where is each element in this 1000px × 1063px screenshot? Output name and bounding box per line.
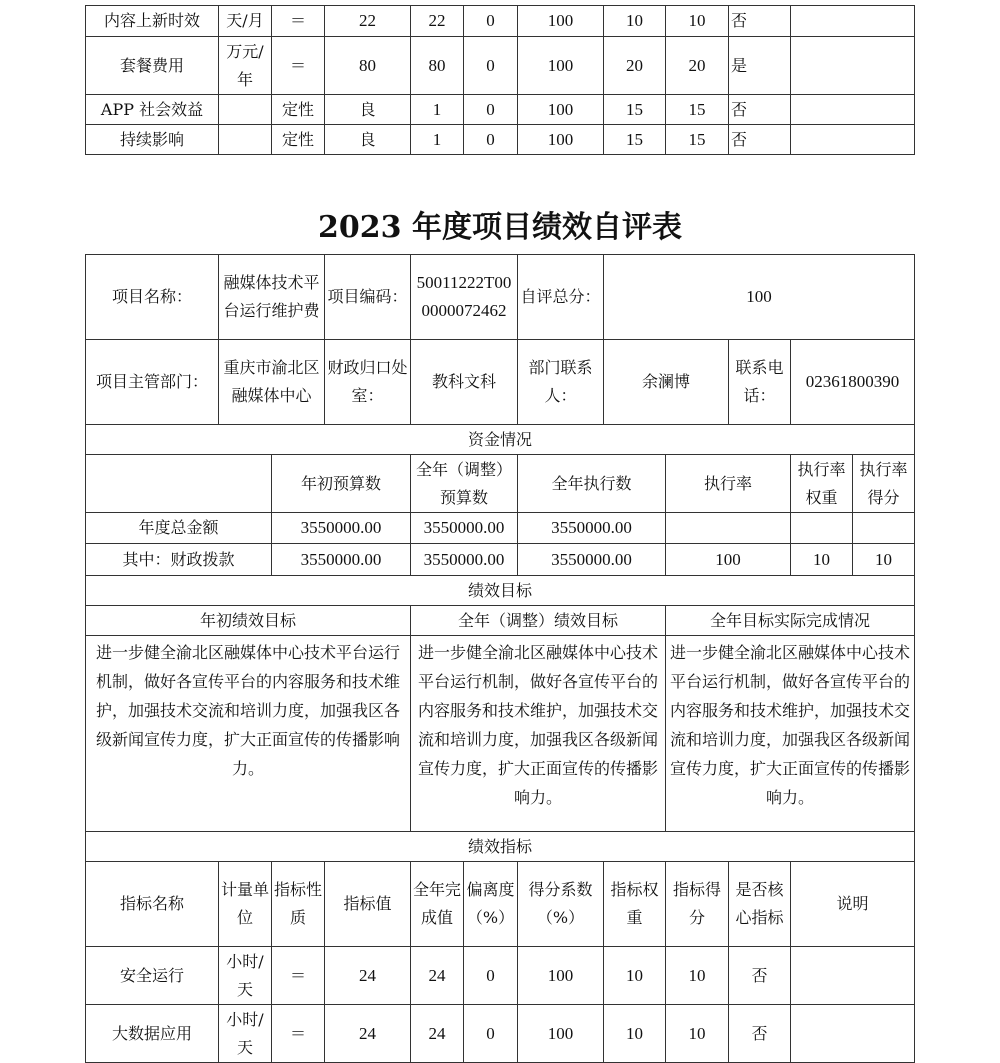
- funds-adjusted: 3550000.00: [411, 513, 518, 544]
- indicator-weight: 15: [604, 95, 666, 125]
- table-row: [86, 544, 915, 576]
- goals-actual-text: 进一步健全渝北区融媒体中心技术平台运行机制，做好各宣传平台的内容服务和技术维护，加强技术交流和培训力度，加强我区各级新闻宣传力度，扩大正面宣传的传播影响力。: [666, 636, 915, 832]
- indicator-name: 持续影响: [86, 125, 219, 155]
- table-row: [86, 1005, 915, 1063]
- indicator-score: 10: [666, 1005, 729, 1063]
- funds-header-adjusted: 全年（调整）预算数: [411, 455, 518, 513]
- indicator-target: 24: [325, 1005, 411, 1063]
- funds-budget: 3550000.00: [272, 513, 411, 544]
- indicator-unit: 天/月: [219, 6, 272, 37]
- dept-value: 重庆市渝北区融媒体中心: [219, 340, 325, 425]
- indicator-coefficient: 100: [518, 947, 604, 1005]
- indicator-deviation: 0: [464, 37, 518, 95]
- ind-header-coefficient: 得分系数（%）: [518, 862, 604, 947]
- indicator-target: 24: [325, 947, 411, 1005]
- goals-content-row: [86, 636, 915, 832]
- office-label: 财政归口处室：: [325, 340, 411, 425]
- indicator-coefficient: 100: [518, 125, 604, 155]
- table-row: [86, 947, 915, 1005]
- table-row: [86, 125, 915, 155]
- indicator-name: 安全运行: [86, 947, 219, 1005]
- ind-header-nature: 指标性质: [272, 862, 325, 947]
- indicator-name: 套餐费用: [86, 37, 219, 95]
- goals-initial-text: 进一步健全渝北区融媒体中心技术平台运行机制，做好各宣传平台的内容服务和技术维护，加强技术交流和培训力度，加强我区各级新闻宣传力度，扩大正面宣传的传播影响力。: [86, 636, 411, 832]
- indicator-target: 良: [325, 125, 411, 155]
- indicator-target: 良: [325, 95, 411, 125]
- indicator-deviation: 0: [464, 125, 518, 155]
- funds-score: [853, 513, 914, 543]
- goals-header-initial: 年初绩效目标: [86, 606, 411, 636]
- self-score-value: 100: [604, 255, 915, 340]
- info-row-dept: [86, 340, 915, 425]
- indicator-deviation: 0: [464, 1005, 518, 1063]
- indicator-score: 20: [666, 37, 729, 95]
- evaluation-table: [85, 254, 915, 1063]
- ind-header-target: 指标值: [325, 862, 411, 947]
- office-value: 教科文科: [411, 340, 518, 425]
- funds-header-executed: 全年执行数: [518, 455, 666, 513]
- indicator-table-continued: [85, 5, 915, 155]
- goals-adjusted-text: 进一步健全渝北区融媒体中心技术平台运行机制，做好各宣传平台的内容服务和技术维护，加强技术交流和培训力度，加强我区各级新闻宣传力度，扩大正面宣传的传播影响力。: [411, 636, 666, 832]
- indicator-note: [791, 95, 915, 125]
- funds-weight-score: [791, 513, 915, 544]
- funds-section-header: [86, 425, 915, 455]
- goals-section-header: [86, 576, 915, 606]
- indicator-weight: 10: [604, 6, 666, 37]
- ind-header-actual: 全年完成值: [411, 862, 464, 947]
- indicator-core: 否: [729, 947, 791, 1005]
- indicator-unit: [219, 125, 272, 155]
- indicator-actual: 1: [411, 95, 464, 125]
- indicator-actual: 1: [411, 125, 464, 155]
- goals-header-actual: 全年目标实际完成情况: [666, 606, 915, 636]
- funds-header-weight-score: [791, 455, 915, 513]
- goals-header-adjusted: 全年（调整）绩效目标: [411, 606, 666, 636]
- indicator-core: 否: [729, 1005, 791, 1063]
- indicator-nature: 定性: [272, 125, 325, 155]
- funds-adjusted: 3550000.00: [411, 544, 518, 576]
- indicator-coefficient: 100: [518, 95, 604, 125]
- indicator-note: [791, 37, 915, 95]
- table-row: [86, 95, 915, 125]
- indicator-core: 是: [729, 37, 791, 95]
- self-score-label: 自评总分：: [518, 255, 604, 340]
- funds-budget: 3550000.00: [272, 544, 411, 576]
- funds-executed: 3550000.00: [518, 513, 666, 544]
- indicator-unit: 小时/天: [219, 1005, 272, 1063]
- funds-rate: 100: [666, 544, 791, 576]
- funds-rate: [666, 513, 791, 544]
- indicator-nature: ＝: [272, 947, 325, 1005]
- info-row-project: [86, 255, 915, 340]
- funds-header-blank: [86, 455, 272, 513]
- indicator-nature: ＝: [272, 37, 325, 95]
- indicator-score: 15: [666, 125, 729, 155]
- ind-header-score: 指标得分: [666, 862, 729, 947]
- project-name-value: 融媒体技术平台运行维护费: [219, 255, 325, 340]
- indicator-score: 10: [666, 947, 729, 1005]
- indicator-score: 10: [666, 6, 729, 37]
- indicator-deviation: 0: [464, 95, 518, 125]
- indicator-coefficient: 100: [518, 6, 604, 37]
- indicator-core: 否: [729, 125, 791, 155]
- indicator-unit: [219, 95, 272, 125]
- indicator-actual: 24: [411, 1005, 464, 1063]
- table-row: [86, 513, 915, 544]
- contact-value: 余澜博: [604, 340, 729, 425]
- indicator-note: [791, 1005, 915, 1063]
- indicator-nature: ＝: [272, 6, 325, 37]
- project-code-value: 50011222T000000072462: [411, 255, 518, 340]
- funds-header-weight: 执行率权重: [791, 455, 853, 512]
- funds-header-row: [86, 455, 915, 513]
- phone-label: 联系电话：: [729, 340, 791, 425]
- indicator-name: 大数据应用: [86, 1005, 219, 1063]
- table-row: [86, 6, 915, 37]
- funds-header-rate: 执行率: [666, 455, 791, 513]
- funds-weight: 10: [791, 544, 853, 575]
- indicator-actual: 22: [411, 6, 464, 37]
- funds-score: 10: [875, 549, 893, 569]
- ind-header-note: 说明: [791, 862, 915, 947]
- indicator-coefficient: 100: [518, 1005, 604, 1063]
- ind-header-deviation: 偏离度（%）: [464, 862, 518, 947]
- indicator-target: 80: [325, 37, 411, 95]
- funds-header-score: 执行率得分: [859, 459, 908, 507]
- indicator-unit: 小时/天: [219, 947, 272, 1005]
- indicator-weight: 10: [604, 947, 666, 1005]
- indicators-header-row: [86, 862, 915, 947]
- indicator-actual: 80: [411, 37, 464, 95]
- indicator-weight: 20: [604, 37, 666, 95]
- funds-row-label: 其中：财政拨款: [86, 544, 272, 576]
- indicator-name: APP 社会效益: [86, 95, 219, 125]
- indicator-core: 否: [729, 95, 791, 125]
- goals-section-title: 绩效目标: [86, 576, 915, 606]
- indicator-note: [791, 6, 915, 37]
- funds-row-label: 年度总金额: [86, 513, 272, 544]
- project-code-label: 项目编码：: [325, 255, 411, 340]
- funds-header-budget: 年初预算数: [272, 455, 411, 513]
- funds-section-title: 资金情况: [86, 425, 915, 455]
- indicators-section-title: 绩效指标: [86, 832, 915, 862]
- ind-header-core: 是否核心指标: [729, 862, 791, 947]
- indicator-weight: 15: [604, 125, 666, 155]
- indicator-score: 15: [666, 95, 729, 125]
- phone-value: 02361800390: [791, 340, 915, 425]
- page-title: 2023 年度项目绩效自评表: [318, 210, 682, 245]
- indicator-coefficient: 100: [518, 37, 604, 95]
- indicator-nature: ＝: [272, 1005, 325, 1063]
- project-name-label: 项目名称：: [86, 255, 219, 340]
- indicator-actual: 24: [411, 947, 464, 1005]
- indicator-target: 22: [325, 6, 411, 37]
- ind-header-name: 指标名称: [86, 862, 219, 947]
- indicator-note: [791, 125, 915, 155]
- indicator-core: 否: [729, 6, 791, 37]
- funds-weight: [791, 513, 853, 543]
- ind-header-unit: 计量单位: [219, 862, 272, 947]
- funds-executed: 3550000.00: [518, 544, 666, 576]
- indicator-unit: 万元/年: [219, 37, 272, 95]
- funds-weight-score: [791, 544, 915, 576]
- indicator-deviation: 0: [464, 947, 518, 1005]
- indicator-note: [791, 947, 915, 1005]
- indicators-section-header: [86, 832, 915, 862]
- contact-label: 部门联系人：: [518, 340, 604, 425]
- dept-label: 项目主管部门：: [86, 340, 219, 425]
- indicator-deviation: 0: [464, 6, 518, 37]
- goals-header-row: [86, 606, 915, 636]
- indicator-nature: 定性: [272, 95, 325, 125]
- table-row: [86, 37, 915, 95]
- ind-header-weight: 指标权重: [604, 862, 666, 947]
- indicator-name: 内容上新时效: [86, 6, 219, 37]
- indicator-weight: 10: [604, 1005, 666, 1063]
